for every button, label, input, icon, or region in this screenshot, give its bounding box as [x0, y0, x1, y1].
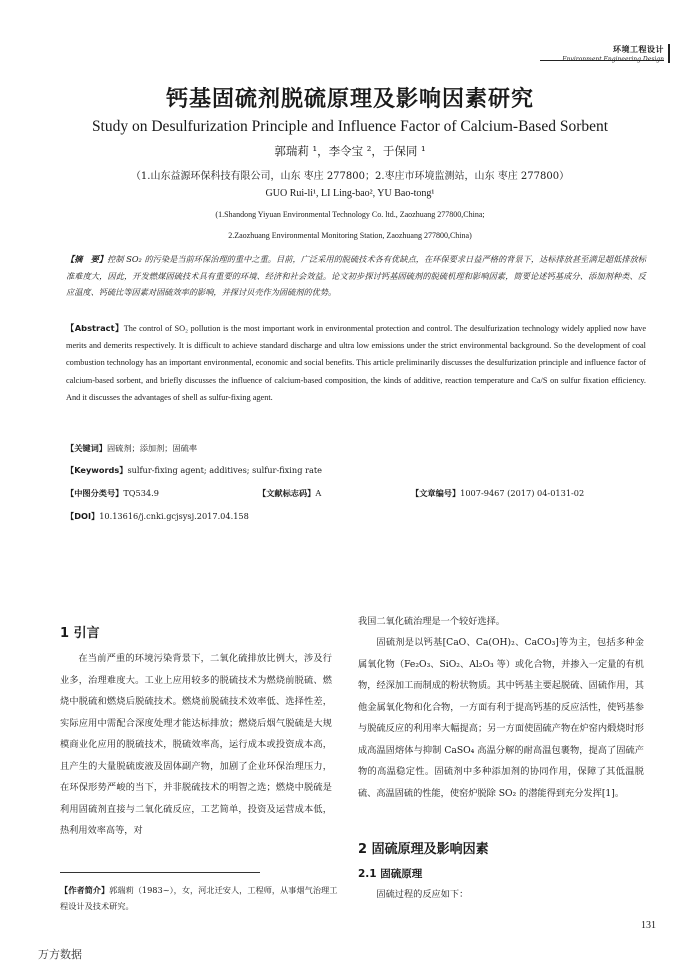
document-code: 【文献标志码】A: [258, 488, 322, 498]
section-2-1-paragraph: 固硫过程的反应如下：: [376, 889, 469, 900]
abstract-cn: [66, 251, 646, 301]
section-2-1-heading: 2.1 固硫原理: [358, 868, 423, 880]
abstract-en-label: 【Abstract】: [66, 323, 124, 333]
doi-label: 【DOI】: [66, 511, 100, 521]
author-footnote: [60, 882, 345, 914]
title-cn: 钙基固硫剂脱硫原理及影响因素研究: [165, 87, 534, 112]
journal-name-cn: 环境工程设计: [613, 45, 664, 54]
keywords-cn-label: 【关键词】: [66, 443, 107, 453]
abstract-cn-text: 控制 SO₂ 的污染是当前环保治理的重中之重。目前，广泛采用的脱硫技术各有优缺点，在环保要求日益严格的背景下，达标排放甚至满足超低排放标准难度大，因此，开发燃煤固硫技术具有重要的环境、经济和社会效益。论文初步探讨钙基固硫剂的脱硫机理和影响因素，简要论述钙基成分、添加剂种类、反应温度、钙硫比等因素对固硫效率的影响，并探讨贝壳作为固硫剂的优势。: [66, 254, 646, 297]
authors-cn: 郭瑞莉 ¹，李令宝 ²，于保同 ¹: [274, 144, 426, 158]
calcium-sorbent-paragraph: 固硫剂是以钙基[CaO、Ca(OH)₂、CaCO₃]等为主，包括多种金属氧化物（Fe₂O₃、SiO₂、Al₂O₃ 等）或化合物，并掺入一定量的有机物，经深加工而制成的粉状物质。其中钙基主要起脱硫、固硫作用，其他金属氧化物和化合物，一方面有利于提高钙基的反应活性，使钙基参与脱硫反应的利用率大幅提高；另一方面使固硫产物在炉窑内煅烧时形成高温固熔体与抑制 CaSO₄ 高温分解的耐高温包裹物，提高了固硫产物的高温稳定性。固硫剂中多种添加剂的协同作用，保障了其低温脱硫、高温固硫的性能，使窑炉脱除 SO₂ 的潜能得到充分发挥[1]。: [358, 637, 644, 799]
abstract-cn-label: 【摘 要】: [66, 254, 108, 264]
footnote-text: 郭瑞莉（1983~），女，河北迁安人，工程师，从事烟气治理工程设计及技术研究。: [60, 885, 338, 911]
keywords-cn: [66, 440, 646, 457]
col2-continuation: 我国二氧化硫治理是一个较好选择。: [358, 616, 505, 627]
doi-value: 10.13616/j.cnki.gcjsysj.2017.04.158: [99, 511, 249, 521]
wanfang-watermark: 万方数据: [38, 948, 82, 961]
keywords-en-text: sulfur-fixing agent; additives; sulfur-fixing rate: [127, 465, 322, 475]
footnote-rule: [60, 872, 260, 873]
section-1-paragraph: 在当前严重的环境污染背景下，二氧化硫排放比例大，涉及行业多，治理难度大。工业上应用较多的脱硫技术为燃烧前脱硫、燃烧中脱硫和燃烧后脱硫技术。燃烧前脱硫技术效率低、选择性差，实际应用中需配合深度处理才能达标排放；燃烧后烟气脱硫是大规模商业化应用的脱硫技术，脱硫效率高，运行成本或投资成本高，且产生的大量脱硫废液及固体副产物，加剧了企业环保治理压力，在环保形势严峻的当下，并非脱硫技术的明智之选；燃烧中脱硫是利用固硫剂直接与二氧化硫反应，工艺简单，投资及运营成本低，热利用效率高等，对: [60, 653, 332, 836]
abstract-en-text: The control of SO₂ pollution is the most important work in environmental protection and control. The desulfurization technology widely applied now have merits and demerits respectively. It is difficult to achieve standard discharge and ultra low emissions under the strict environmental background. So the development of coal combustion technology has an important environmental, economic and social benefits. This article preliminarily discusses the desulfurization principle and influence factor of calcium-based sorbent, and briefly discusses the influence of calcium-based composition, the kinds of additive, reaction temperature and Ca/S on sulfur fixation efficiency. And it discusses the advantages of shell as sulfur-fixing agent.: [66, 324, 646, 402]
section-1-heading: 1 引言: [60, 626, 100, 641]
keywords-en: [66, 462, 646, 479]
footnote-label: 【作者简介】: [60, 885, 110, 895]
header-rule: [540, 60, 664, 61]
affiliation-en-1: (1.Shandong Yiyuan Environmental Technology Co. ltd., Zaozhuang 277800,China;: [215, 210, 485, 219]
section-2-heading: 2 固硫原理及影响因素: [358, 842, 489, 857]
affiliations-cn: （1.山东益源环保科技有限公司，山东 枣庄 277800；2.枣庄市环境监测站，山东 枣庄 277800）: [130, 171, 570, 182]
title-en: Study on Desulfurization Principle and Influence Factor of Calcium-Based Sorbent: [91, 118, 609, 135]
journal-name-en: Environment Engineering Design: [562, 56, 664, 63]
keywords-en-label: 【Keywords】: [66, 465, 128, 475]
doi: [66, 508, 646, 525]
keywords-cn-text: 固硫剂；添加剂；固硫率: [106, 443, 198, 453]
authors-en: GUO Rui-li¹, LI Ling-bao², YU Bao-tong¹: [265, 188, 435, 199]
abstract-en: [66, 320, 646, 406]
affiliation-en-2: 2.Zaozhuang Environmental Monitoring Station, Zaozhuang 277800,China): [228, 231, 472, 240]
clc-number: 【中图分类号】TQ534.9: [66, 488, 159, 498]
page-number: 131: [641, 920, 656, 931]
article-number: 【文章编号】1007-9467 (2017) 04-0131-02: [411, 488, 585, 498]
